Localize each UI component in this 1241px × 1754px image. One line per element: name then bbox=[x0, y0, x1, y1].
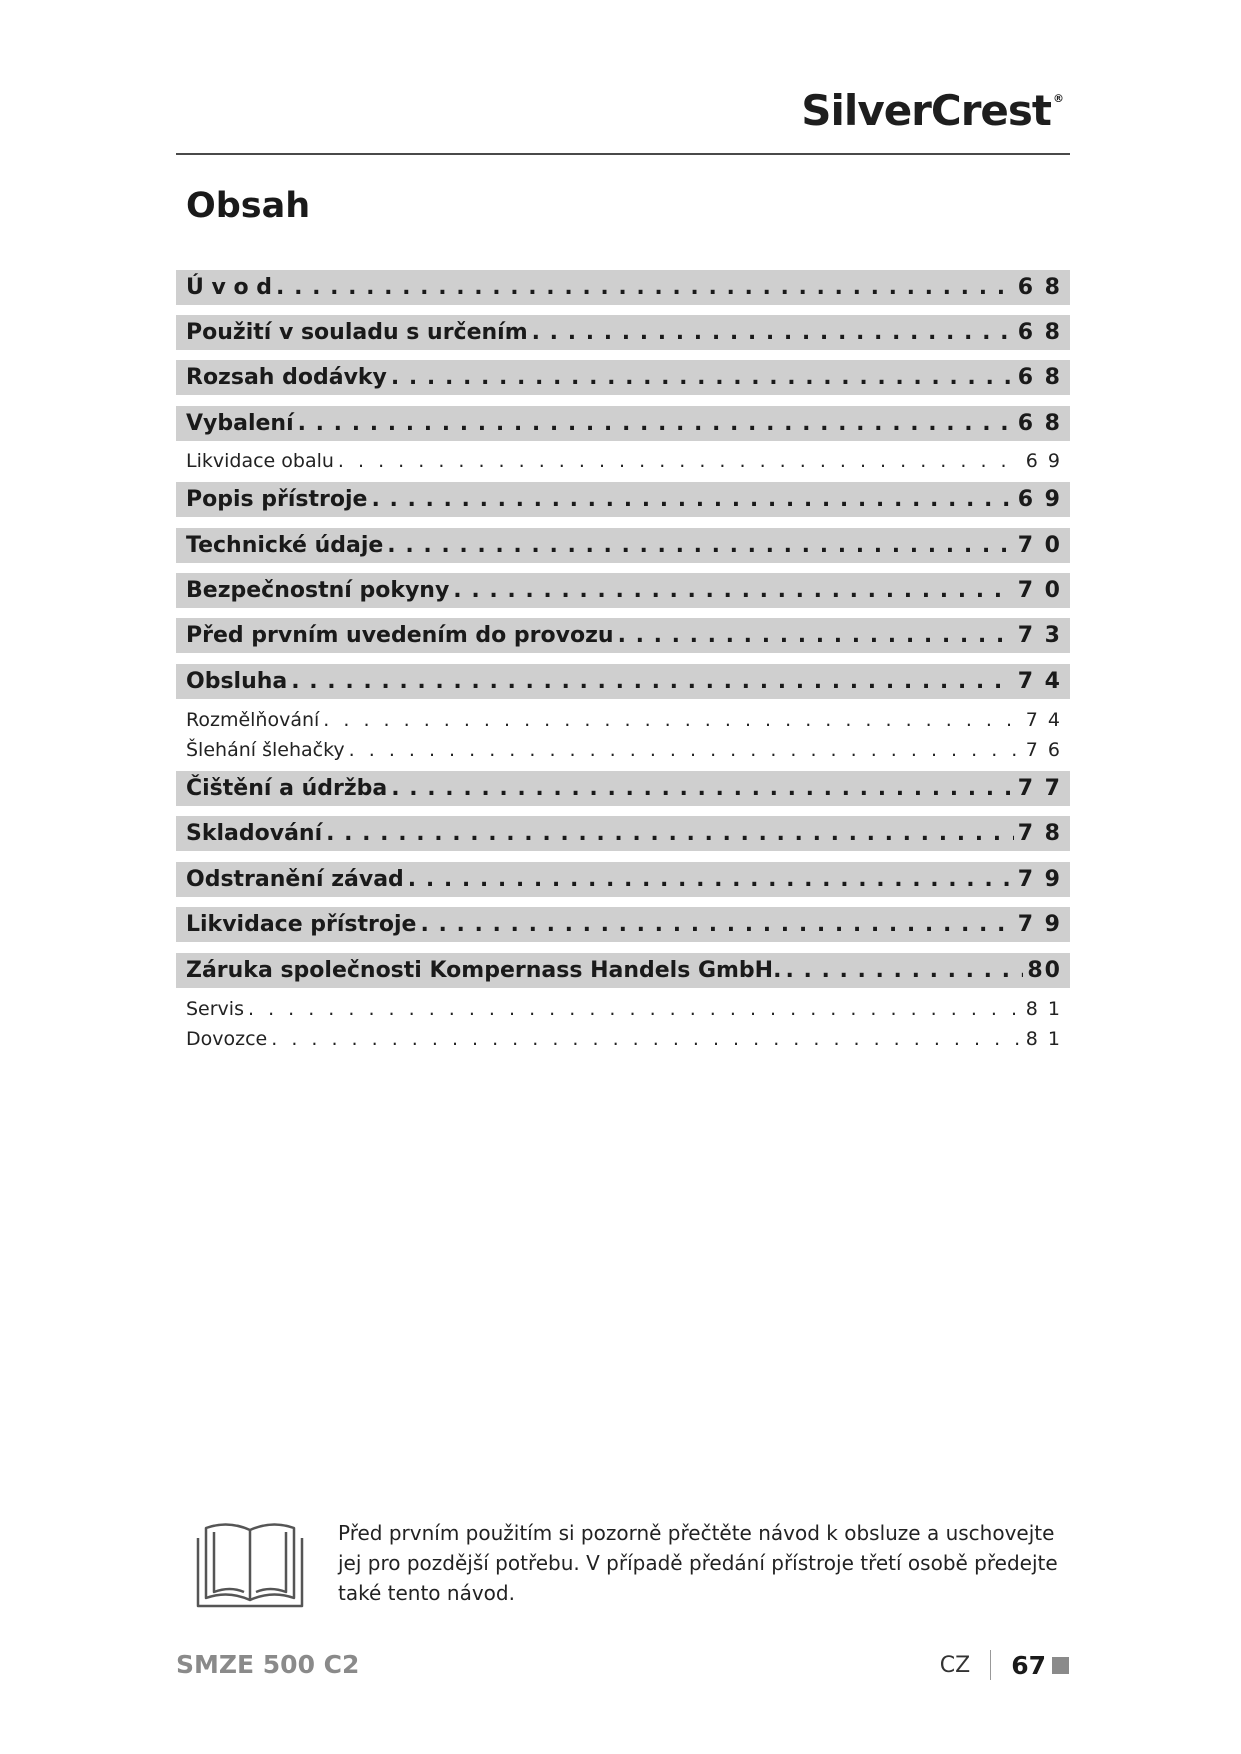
toc-entry-page: 7 0 bbox=[1017, 578, 1062, 603]
toc-entry-odstraneni-zavad[interactable] bbox=[176, 862, 1070, 897]
toc-entry-label: Před prvním uvedením do provozu bbox=[186, 623, 614, 648]
toc-entry-label: Dovozce bbox=[186, 1028, 268, 1050]
toc-entry-label: Použití v souladu s určením bbox=[186, 320, 528, 345]
toc-leader bbox=[387, 533, 1013, 558]
toc-entry-popis-pristroje[interactable] bbox=[176, 482, 1070, 517]
toc-entry-page: 8 1 bbox=[1025, 1028, 1062, 1050]
toc-entry-page: 6 9 bbox=[1017, 487, 1062, 512]
toc-entry-page: 7 3 bbox=[1017, 623, 1062, 648]
toc-entry-page: 7 4 bbox=[1025, 709, 1062, 731]
footer-page-number: 67 bbox=[1011, 1650, 1046, 1680]
toc-leader bbox=[371, 487, 1013, 512]
toc-entry-label: Obsluha bbox=[186, 669, 288, 694]
toc-entry-label: Šlehání šlehačky bbox=[186, 739, 345, 761]
toc-entry-rozsah-dodavky[interactable] bbox=[176, 360, 1070, 395]
toc-entry-page: 7 4 bbox=[1017, 669, 1062, 694]
toc-leader bbox=[618, 623, 1014, 648]
brand-logo bbox=[801, 86, 1063, 135]
toc-entry-page: 80 bbox=[1027, 958, 1062, 983]
toc-leader bbox=[785, 958, 1023, 983]
toc-entry-label: Vybalení bbox=[186, 411, 294, 436]
toc-subentry-rozmelnovani[interactable] bbox=[176, 706, 1070, 734]
instruction-note: Před prvním použitím si pozorně přečtěte návod k obsluze a uschovejte jej pro pozdější potřebu. V případě předání přístroje třetí osobě předejte také tento návod. bbox=[338, 1521, 1058, 1605]
open-book-icon bbox=[194, 1518, 306, 1610]
toc-leader bbox=[276, 275, 1014, 300]
toc-entry-label: Servis bbox=[186, 998, 244, 1020]
footer-pagination bbox=[940, 1650, 1069, 1680]
toc-entry-page: 7 9 bbox=[1017, 912, 1062, 937]
header-rule bbox=[176, 153, 1070, 155]
toc-leader bbox=[391, 776, 1013, 801]
toc-entry-label: Likvidace obalu bbox=[186, 450, 334, 472]
toc-entry-page: 6 9 bbox=[1025, 450, 1062, 472]
footer-model: SMZE 500 C2 bbox=[176, 1650, 360, 1679]
toc-entry-label: Záruka společnosti Kompernass Handels GmbH. bbox=[186, 958, 782, 983]
toc-leader bbox=[326, 821, 1014, 846]
toc-leader bbox=[291, 669, 1013, 694]
toc-entry-label: Technické údaje bbox=[186, 533, 384, 558]
toc-leader bbox=[248, 998, 1022, 1020]
page-title: Obsah bbox=[186, 186, 311, 226]
toc-leader bbox=[408, 867, 1014, 892]
toc-entry-skladovani[interactable] bbox=[176, 816, 1070, 851]
toc-leader bbox=[338, 450, 1022, 472]
toc-entry-obsluha[interactable] bbox=[176, 664, 1070, 699]
toc-subentry-slehani-slehacky[interactable] bbox=[176, 736, 1070, 764]
toc-entry-label: Čištění a údržba bbox=[186, 776, 388, 801]
toc-leader bbox=[532, 320, 1014, 345]
toc-entry-pred-prvnim-uvedenim[interactable] bbox=[176, 618, 1070, 653]
footer-divider bbox=[990, 1650, 991, 1680]
toc-entry-page: 7 6 bbox=[1025, 739, 1062, 761]
toc-entry-page: 6 8 bbox=[1017, 411, 1062, 436]
toc-entry-vybaleni[interactable] bbox=[176, 406, 1070, 441]
toc-leader bbox=[323, 709, 1021, 731]
toc-entry-label: Popis přístroje bbox=[186, 487, 368, 512]
toc-subentry-dovozce[interactable] bbox=[176, 1025, 1070, 1053]
toc-entry-page: 7 9 bbox=[1017, 867, 1062, 892]
toc-leader bbox=[391, 365, 1014, 390]
toc-entry-page: 8 1 bbox=[1025, 998, 1062, 1020]
toc-entry-page: 6 8 bbox=[1017, 320, 1062, 345]
toc-entry-label: Rozsah dodávky bbox=[186, 365, 387, 390]
brand-name: SilverCrest bbox=[801, 86, 1051, 135]
toc-entry-label: Bezpečnostní pokyny bbox=[186, 578, 450, 603]
toc-entry-bezpecnostni-pokyny[interactable] bbox=[176, 573, 1070, 608]
toc-entry-label: Ú v o d bbox=[186, 275, 273, 300]
toc-entry-label: Odstranění závad bbox=[186, 867, 404, 892]
toc-entry-likvidace-pristroje[interactable] bbox=[176, 907, 1070, 942]
toc-leader bbox=[349, 739, 1022, 761]
toc-subentry-servis[interactable] bbox=[176, 995, 1070, 1023]
registered-mark: ® bbox=[1053, 92, 1063, 105]
footer-language: CZ bbox=[939, 1652, 971, 1678]
toc-entry-page: 6 8 bbox=[1017, 365, 1062, 390]
toc-entry-pouziti[interactable] bbox=[176, 315, 1070, 350]
toc-entry-page: 7 8 bbox=[1017, 821, 1062, 846]
toc-entry-uvod[interactable] bbox=[176, 270, 1070, 305]
toc-entry-label: Likvidace přístroje bbox=[186, 912, 417, 937]
toc-entry-zaruka[interactable] bbox=[176, 953, 1070, 988]
toc-entry-page: 6 8 bbox=[1017, 275, 1062, 300]
toc-leader bbox=[420, 912, 1013, 937]
toc-subentry-likvidace-obalu[interactable] bbox=[176, 447, 1070, 475]
toc-entry-cisteni-a-udrzba[interactable] bbox=[176, 771, 1070, 806]
toc-entry-page: 7 0 bbox=[1017, 533, 1062, 558]
toc-entry-label: Rozmělňování bbox=[186, 709, 320, 731]
toc-entry-page: 7 7 bbox=[1017, 776, 1062, 801]
toc-entry-technicke-udaje[interactable] bbox=[176, 528, 1070, 563]
toc-entry-label: Skladování bbox=[186, 821, 323, 846]
footer-square-icon bbox=[1052, 1657, 1069, 1674]
toc-leader bbox=[298, 411, 1014, 436]
toc-leader bbox=[453, 578, 1013, 603]
toc-leader bbox=[271, 1028, 1022, 1050]
